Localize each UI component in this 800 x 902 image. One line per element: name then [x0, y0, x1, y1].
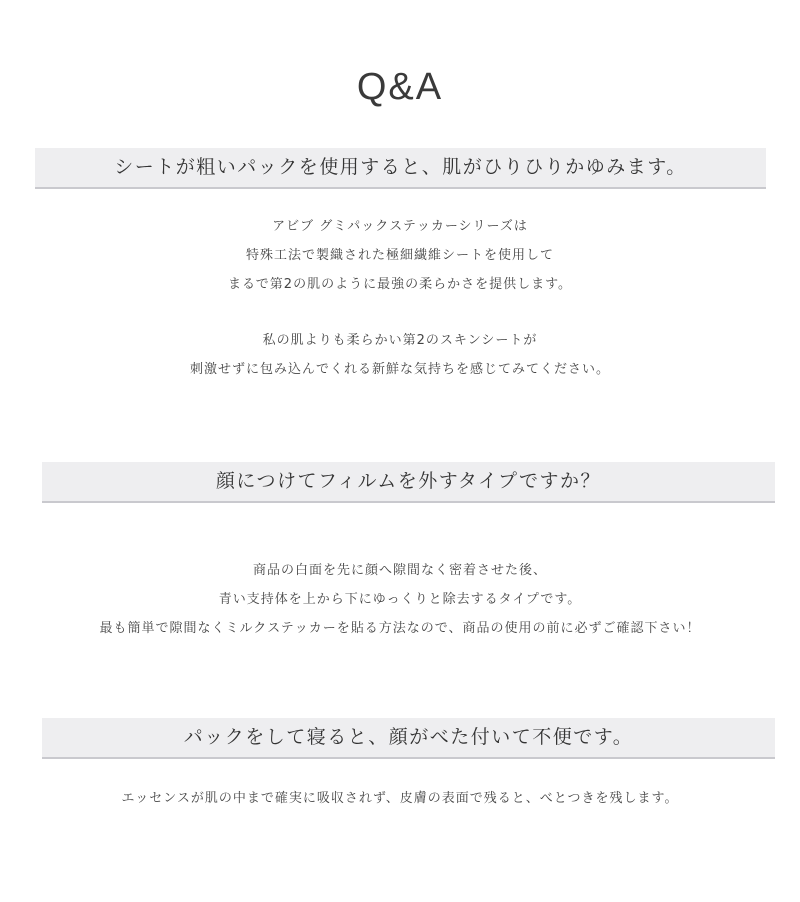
faq-question-1: シートが粗いパックを使用すると、肌がひりひりかゆみます。	[35, 148, 766, 189]
faq-answer-3	[0, 784, 800, 813]
paragraph-gap	[0, 299, 800, 326]
answer-line: 私の肌よりも柔らかい第2のスキンシートが	[262, 333, 538, 348]
answer-line: まるで第2の肌のように最強の柔らかさを提供します。	[227, 277, 573, 292]
answer-line: 青い支持体を上から下にゆっくりと除去するタイプです。	[218, 592, 582, 607]
answer-line: 最も簡単で隙間なくミルクステッカーを貼る方法なので、商品の使用の前に必ずご確認下さい！	[99, 621, 701, 636]
answer-line: 商品の白面を先に顔へ隙間なく密着させた後、	[252, 563, 547, 578]
answer-line: エッセンスが肌の中まで確実に吸収されず、皮膚の表面で残ると、べとつきを残します。	[121, 791, 679, 806]
faq-answer-2	[0, 556, 800, 643]
answer-line: アビブ グミパックステッカーシリーズは	[272, 219, 528, 234]
answer-line: 特殊工法で製織された極細繊維シートを使用して	[245, 248, 554, 263]
faq-question-3: パックをして寝ると、顔がべた付いて不便です。	[42, 718, 775, 759]
answer-line: 刺激せずに包み込んでくれる新鮮な気持ちを感じてみてください。	[189, 362, 610, 377]
page-title: Q&A	[356, 66, 444, 108]
faq-answer-1	[0, 212, 800, 384]
faq-question-2: 顔につけてフィルムを外すタイプですか？	[42, 462, 775, 503]
